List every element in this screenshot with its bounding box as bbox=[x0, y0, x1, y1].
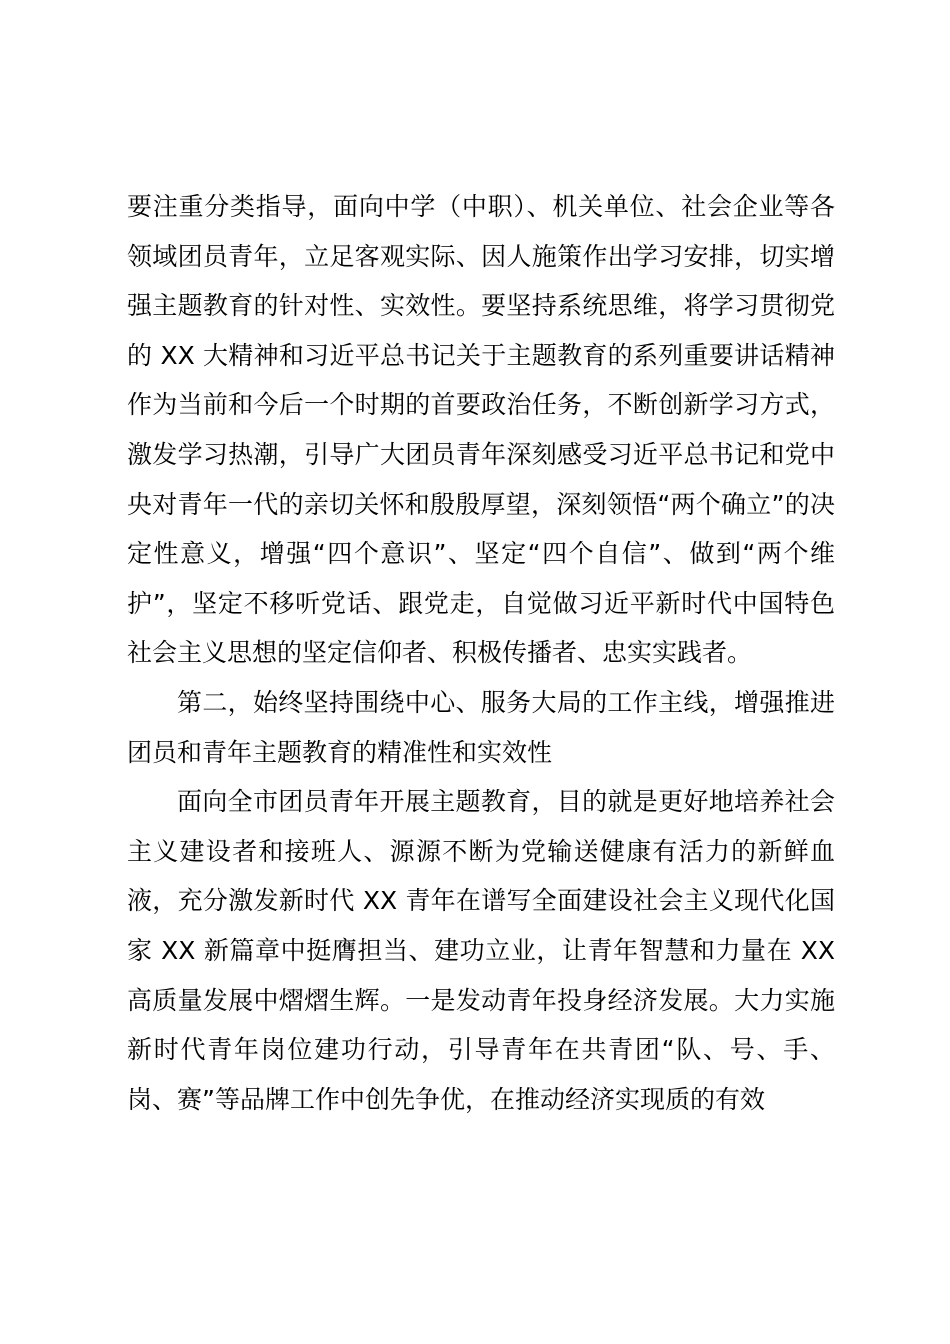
document-body bbox=[127, 182, 835, 1124]
paragraph-continuation: 要注重分类指导，面向中学（中职）、机关单位、社会企业等各领域团员青年，立足客观实际、因人施策作出学习安排，切实增强主题教育的针对性、实效性。要坚持系统思维，将学习贯彻党的 XX 大精神和习近平总书记关于主题教育的系列重要讲话精神作为当前和今后一个时期的首要政治任务，不断创新学习方式，激发学习热潮，引导广大团员青年深刻感受习近平总书记和党中央对青年一代的亲切关怀和殷殷厚望，深刻领悟“两个确立”的决定性意义，增强“四个意识”、坚定“四个自信”、做到“两个维护”，坚定不移听党话、跟党走，自觉做习近平新时代中国特色社会主义思想的坚定信仰者、积极传播者、忠实实践者。 bbox=[127, 192, 835, 668]
paragraph-section-heading: 第二，始终坚持围绕中心、服务大局的工作主线，增强推进团员和青年主题教育的精准性和实效性 bbox=[127, 687, 835, 767]
paragraph-body: 面向全市团员青年开展主题教育，目的就是更好地培养社会主义建设者和接班人、源源不断为党输送健康有活力的新鲜血液，充分激发新时代 XX 青年在谱写全面建设社会主义现代化国家 XX 新篇章中挺膺担当、建功立业，让青年智慧和力量在 XX 高质量发展中熠熠生辉。一是发动青年投身经济发展。大力实施新时代青年岗位建功行动，引导青年在共青团“队、号、手、岗、赛”等品牌工作中创先争优，在推动经济实现质的有效 bbox=[127, 787, 835, 1114]
